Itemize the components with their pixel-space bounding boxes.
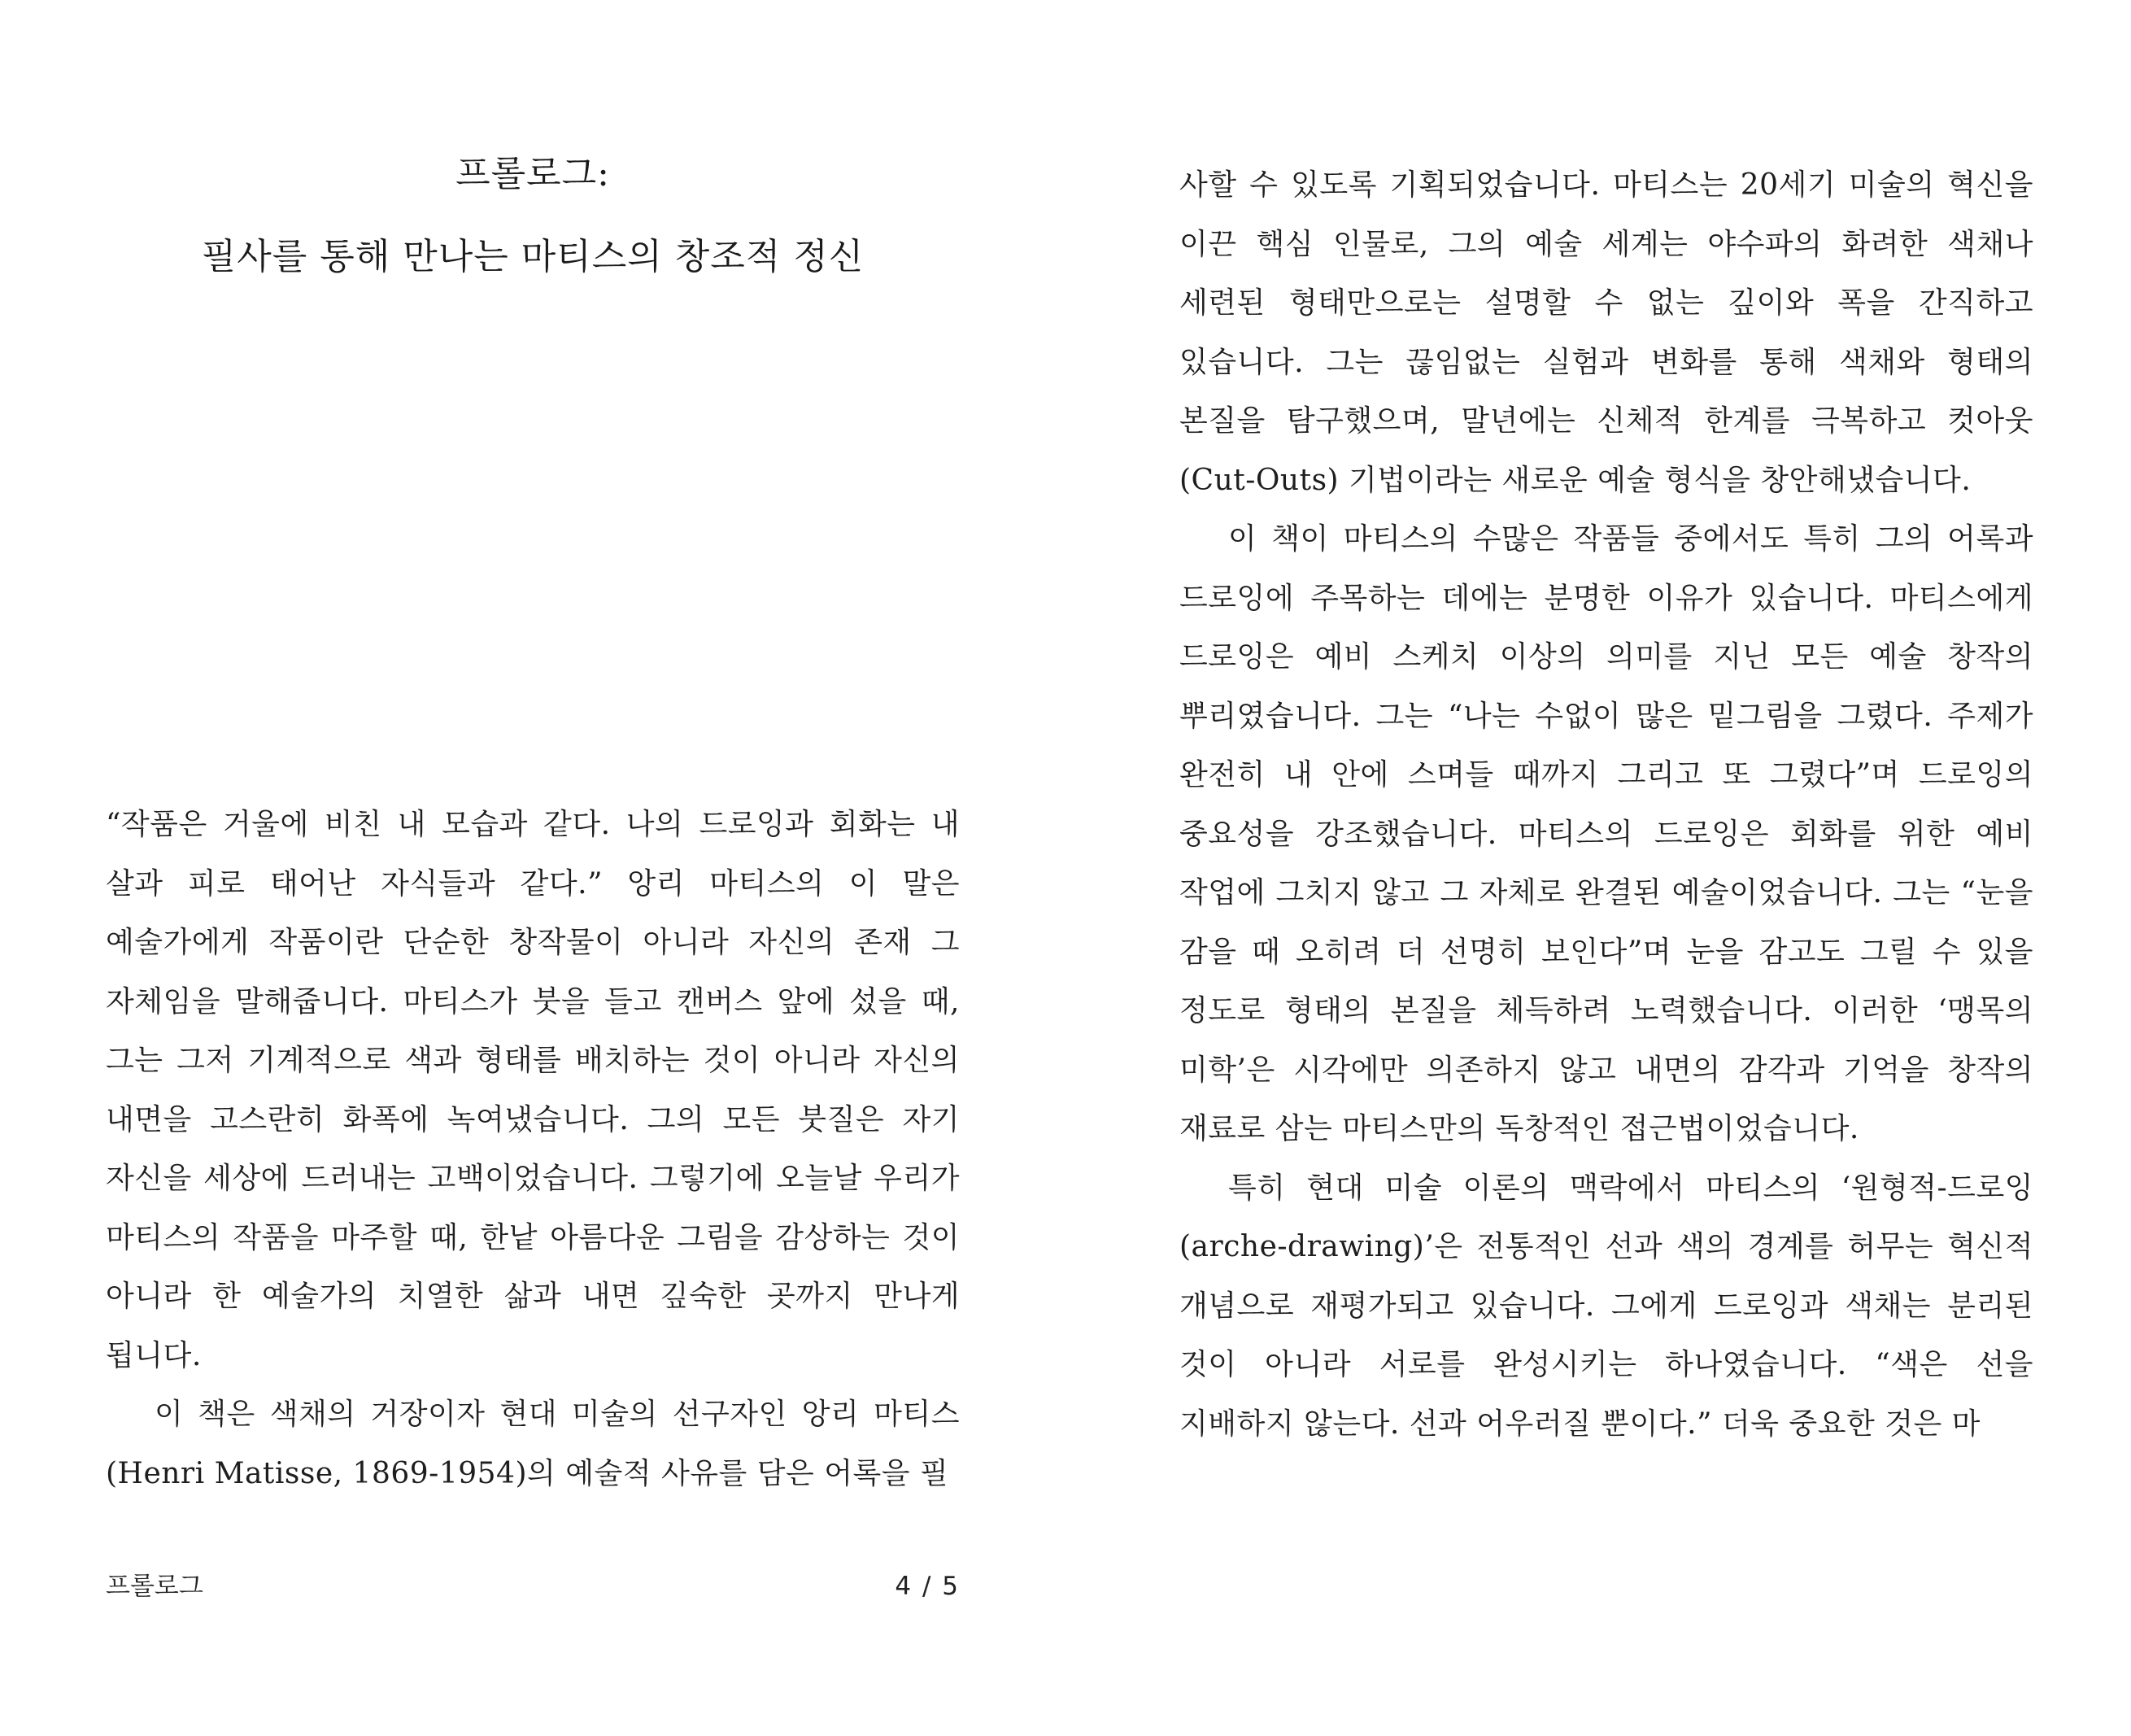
chapter-title-line-2: 필사를 통해 만나는 마티스의 창조적 정신 bbox=[201, 236, 865, 277]
left-page bbox=[106, 0, 960, 1736]
paragraph: 사할 수 있도록 기획되었습니다. 마티스는 20세기 미술의 혁신을 이끈 핵심 인물로, 그의 예술 세계는 야수파의 화려한 색채나 세련된 형태만으로는 설명할 수 없는 깊이와 폭을 간직하고 있습니다. 그는 끊임없는 실험과 변화를 통해 색채와 형태의 본질을 탐구했으며, 말년에는 신체적 한계를 극복하고 컷아웃(Cut-Outs) 기법이라는 새로운 예술 형식을 창안해냈습니다. bbox=[1179, 168, 2033, 497]
paragraph: 이 책이 마티스의 수많은 작품들 중에서도 특히 그의 어록과 드로잉에 주목하는 데에는 분명한 이유가 있습니다. 마티스에게 드로잉은 예비 스케치 이상의 의미를 지닌 모든 예술 창작의 뿌리였습니다. 그는 “나는 수없이 많은 밑그림을 그렸다. 주제가 완전히 내 안에 스며들 때까지 그리고 또 그렸다”며 드로잉의 중요성을 강조했습니다. 마티스의 드로잉은 회화를 위한 예비 작업에 그치지 않고 그 자체로 완결된 예술이었습니다. 그는 “눈을 감을 때 오히려 더 선명히 보인다”며 눈을 감고도 그릴 수 있을 정도로 형태의 본질을 체득하려 노력했습니다. 이러한 ‘맹목의 미학’은 시각에만 의존하지 않고 내면의 감각과 기억을 창작의 재료로 삼는 마티스만의 독창적인 접근법이었습니다. bbox=[1179, 522, 2033, 1145]
left-page-body bbox=[106, 796, 960, 1503]
paragraph: 특히 현대 미술 이론의 맥락에서 마티스의 ‘원형적-드로잉(arche-drawing)’은 전통적인 선과 색의 경계를 허무는 혁신적 개념으로 재평가되고 있습니다. 그에게 드로잉과 색채는 분리된 것이 아니라 서로를 완성시키는 하나였습니다. “색은 선을 지배하지 않는다. 선과 어우러질 뿐이다.” 더욱 중요한 것은 마 bbox=[1179, 1171, 2033, 1441]
paragraph: 이 책은 색채의 거장이자 현대 미술의 선구자인 앙리 마티스(Henri Matisse, 1869-1954)의 예술적 사유를 담은 어록을 필 bbox=[106, 1398, 960, 1490]
chapter-title bbox=[106, 151, 960, 280]
running-footer-section: 프롤로그 bbox=[106, 1572, 203, 1601]
right-page-body bbox=[1179, 156, 2033, 1454]
paragraph: “작품은 거울에 비친 내 모습과 같다. 나의 드로잉과 회화는 내 살과 피로 태어난 자식들과 같다.” 앙리 마티스의 이 말은 예술가에게 작품이란 단순한 창작물이 아니라 자신의 존재 그 자체임을 말해줍니다. 마티스가 붓을 들고 캔버스 앞에 섰을 때, 그는 그저 기계적으로 색과 형태를 배치하는 것이 아니라 자신의 내면을 고스란히 화폭에 녹여냈습니다. 그의 모든 붓질은 자기 자신을 세상에 드러내는 고백이었습니다. 그렇기에 오늘날 우리가 마티스의 작품을 마주할 때, 한낱 아름다운 그림을 감상하는 것이 아니라 한 예술가의 치열한 삶과 내면 깊숙한 곳까지 만나게 됩니다. bbox=[106, 808, 960, 1372]
right-page bbox=[1179, 0, 2033, 1736]
chapter-title-line-1: 프롤로그: bbox=[455, 153, 610, 194]
page-indicator: 4 / 5 bbox=[895, 1572, 960, 1601]
